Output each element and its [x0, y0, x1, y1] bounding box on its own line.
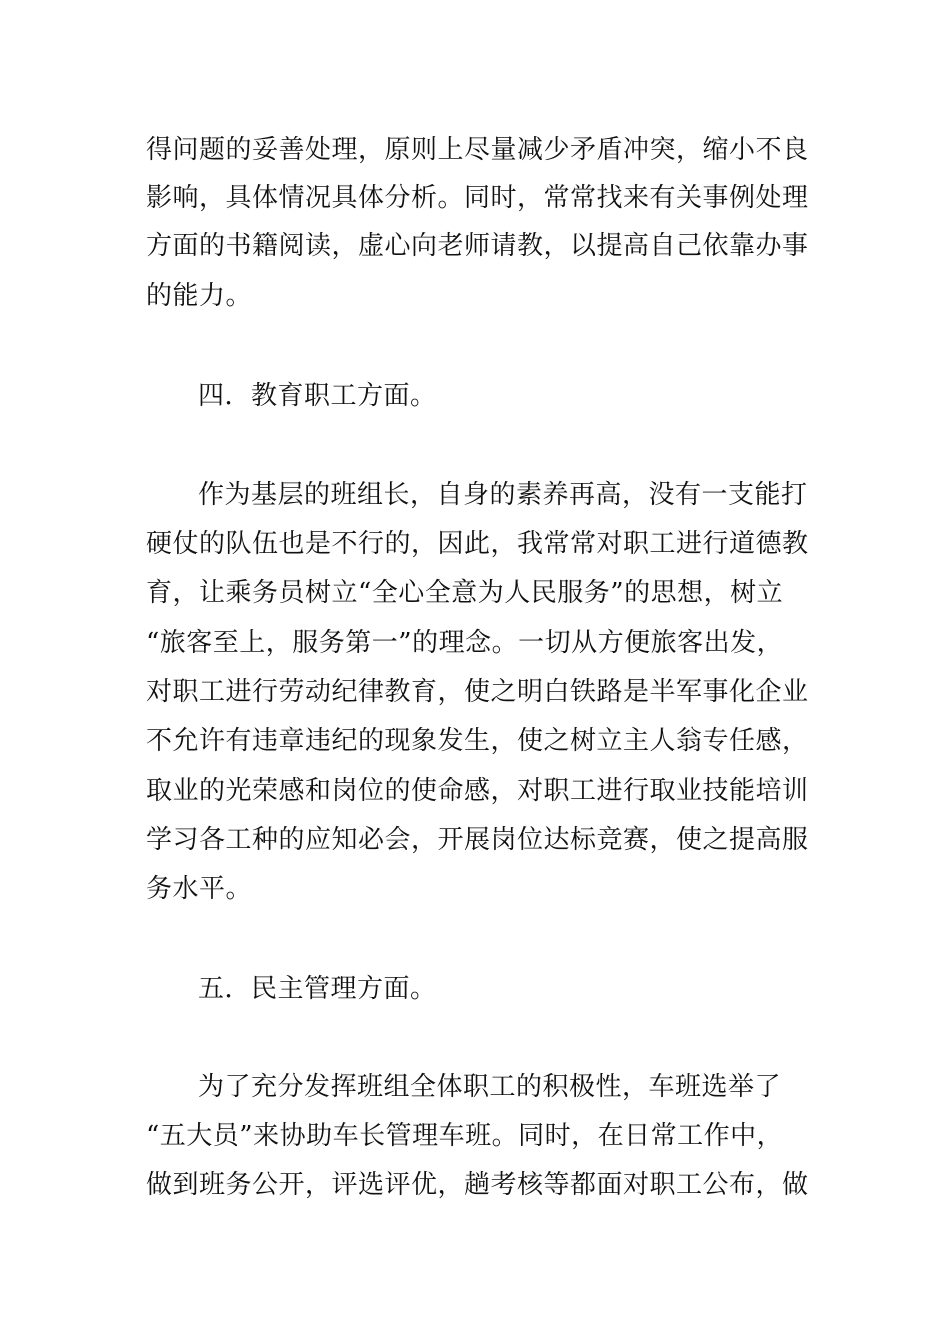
paragraph-2-line-4: “旅客至上，服务第一”的理念。一切从方便旅客出发， — [146, 628, 784, 658]
paragraph-3-line-2: “五大员”来协助车长管理车班。同时，在日常工作中， — [146, 1121, 784, 1151]
paragraph-2-line-3: 育，让乘务员树立“全心全意为人民服务”的思想，树立 — [146, 578, 784, 608]
paragraph-2-line-8: 学习各工种的应知必会，开展岗位达标竞赛，使之提高服 — [146, 825, 809, 855]
paragraph-1-line-1: 得问题的妥善处理，原则上尽量减少矛盾冲突，缩小不良 — [146, 135, 809, 165]
paragraph-1-line-2: 影响，具体情况具体分析。同时，常常找来有关事例处理 — [146, 183, 809, 213]
section-heading-4: 四．教育职工方面。 — [198, 381, 437, 411]
paragraph-1-line-4: 的能力。 — [146, 281, 253, 311]
paragraph-2-line-2: 硬仗的队伍也是不行的，因此，我常常对职工进行道德教 — [146, 529, 809, 559]
paragraph-1-line-3: 方面的书籍阅读，虚心向老师请教，以提高自己依靠办事 — [146, 231, 809, 261]
section-heading-5: 五．民主管理方面。 — [198, 974, 437, 1004]
paragraph-3-line-1: 为了充分发挥班组全体职工的积极性，车班选举了 — [198, 1072, 782, 1102]
paragraph-2-line-5: 对职工进行劳动纪律教育，使之明白铁路是半军事化企业 — [146, 677, 809, 707]
paragraph-2-line-1: 作为基层的班组长，自身的素养再高，没有一支能打 — [198, 480, 808, 510]
paragraph-3-line-3: 做到班务公开，评选评优，趟考核等都面对职工公布，做 — [146, 1170, 809, 1200]
paragraph-2-line-6: 不允许有违章违纪的现象发生，使之树立主人翁专任感， — [146, 726, 809, 756]
paragraph-2-line-7: 取业的光荣感和岗位的使命感，对职工进行取业技能培训 — [146, 776, 809, 806]
paragraph-2-line-9: 务水平。 — [146, 874, 253, 904]
